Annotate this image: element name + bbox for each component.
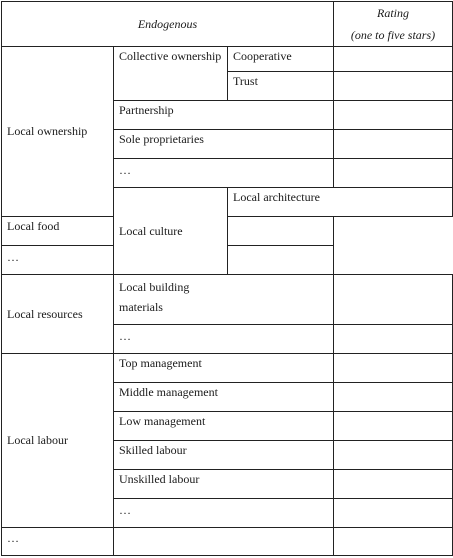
rating-cell-middle-management[interactable] (334, 383, 453, 412)
endogenous-header-text: Endogenous (137, 16, 198, 31)
sub-local-building-line2: materials (119, 300, 163, 314)
sub-local-building-materials (114, 275, 334, 325)
rating-cell-sole-proprietaries[interactable] (334, 130, 453, 159)
sub-other-empty (114, 528, 334, 556)
rating-cell-ownership-more[interactable] (334, 159, 453, 188)
category-local-labour: Local labour (2, 354, 114, 528)
category-local-resources: Local resources (2, 275, 114, 354)
sub-resources-more: … (114, 325, 334, 354)
category-local-culture: Local culture (114, 188, 228, 275)
sub-unskilled-labour: Unskilled labour (114, 470, 334, 499)
rating-cell-low-management[interactable] (334, 412, 453, 441)
category-other-more: … (2, 528, 114, 556)
sub-sole-proprietaries: Sole proprietaries (114, 130, 334, 159)
rating-cell-top-management[interactable] (334, 354, 453, 383)
rating-cell-partnership[interactable] (334, 101, 453, 130)
sub-culture-more: … (2, 246, 228, 275)
rating-cell-other[interactable] (334, 528, 453, 556)
rating-cell-resources-more[interactable] (334, 325, 453, 354)
sub-cooperative: Cooperative (228, 47, 334, 72)
rating-cell-skilled-labour[interactable] (334, 441, 453, 470)
rating-header-title: Rating (377, 6, 409, 20)
sub-local-architecture: Local architecture (228, 188, 453, 217)
sub-middle-management: Middle management (114, 383, 334, 412)
rating-cell-local-food[interactable] (228, 217, 334, 246)
endogenous-header (2, 2, 334, 47)
endogenous-rating-table (1, 1, 453, 556)
rating-cell-unskilled-labour[interactable] (334, 470, 453, 499)
sub-labour-more: … (114, 499, 334, 528)
sub-local-food: Local food (2, 217, 228, 246)
sub-trust: Trust (228, 72, 334, 101)
sub-collective-ownership: Collective ownership (114, 47, 228, 101)
rating-cell-trust[interactable] (334, 72, 453, 101)
sub-local-building-line1: Local building (119, 280, 190, 294)
rating-header (334, 2, 453, 47)
category-local-ownership: Local ownership (2, 47, 114, 217)
rating-header-subtitle: (one to five stars) (350, 28, 436, 42)
sub-low-management: Low management (114, 412, 334, 441)
sub-skilled-labour: Skilled labour (114, 441, 334, 470)
sub-top-management: Top management (114, 354, 334, 383)
rating-cell-cooperative[interactable] (334, 47, 453, 72)
sub-partnership: Partnership (114, 101, 334, 130)
sub-ownership-more: … (114, 159, 334, 188)
rating-cell-culture-more[interactable] (228, 246, 334, 275)
rating-cell-local-building-materials[interactable] (334, 275, 453, 325)
rating-cell-labour-more[interactable] (334, 499, 453, 528)
